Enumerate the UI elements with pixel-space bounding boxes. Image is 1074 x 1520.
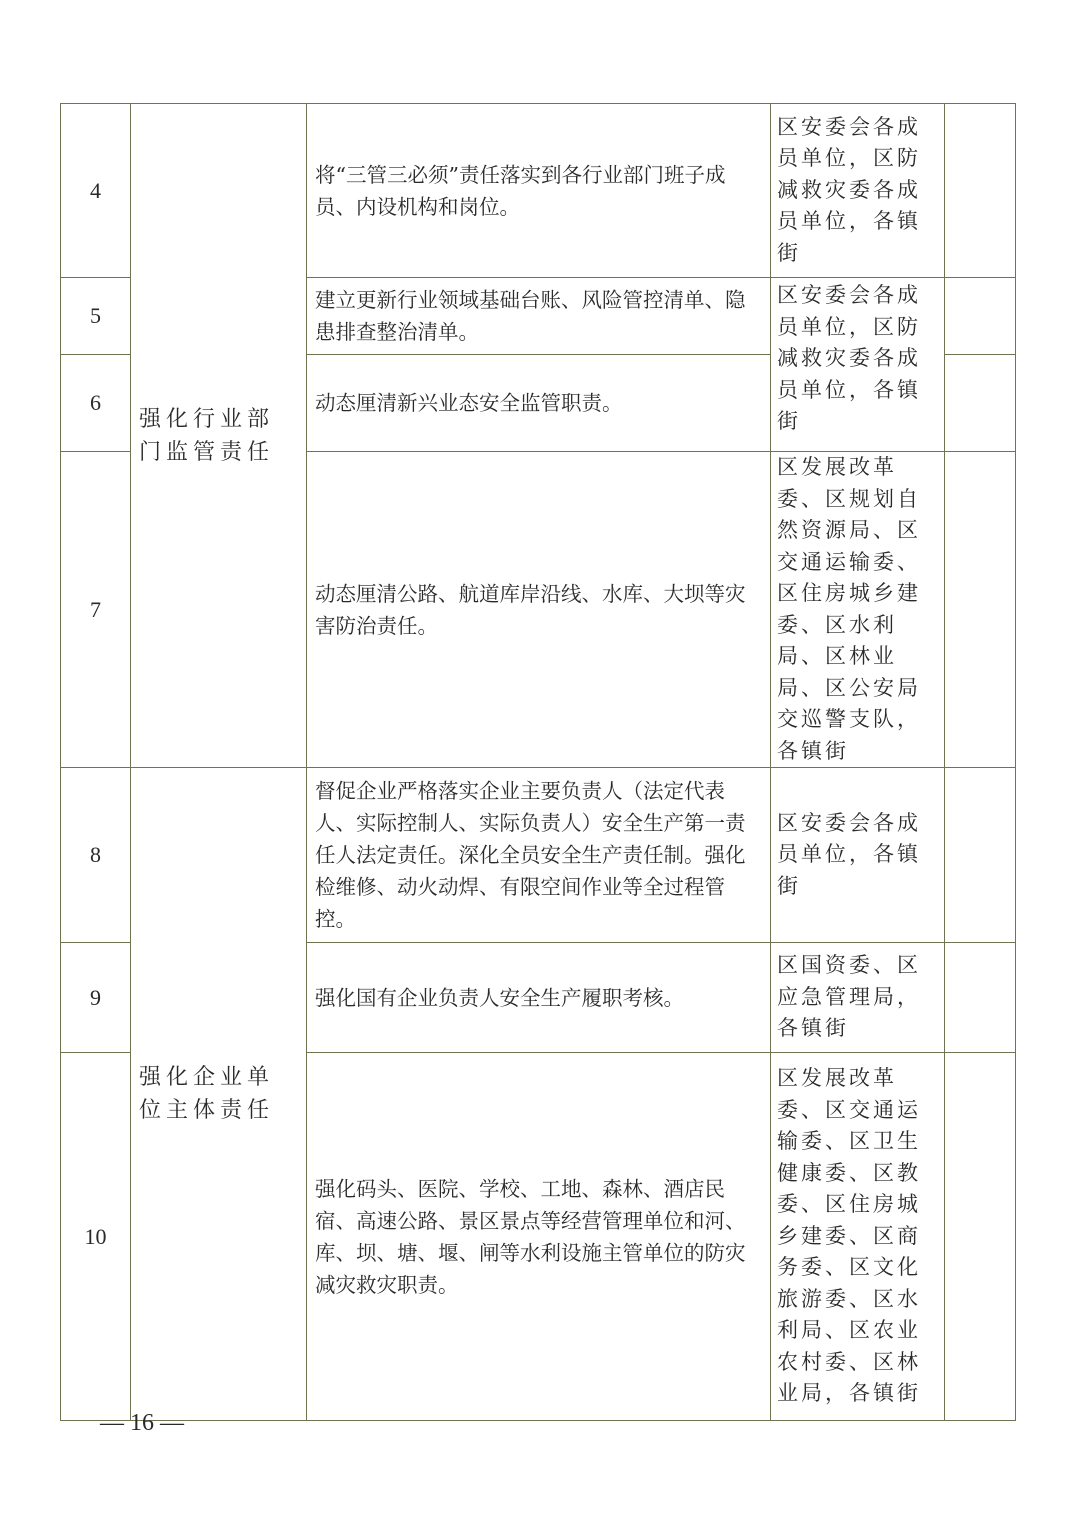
empty-cell xyxy=(945,104,1016,278)
row-number: 6 xyxy=(61,355,131,452)
department-cell: 区安委会各成员单位，各镇街 xyxy=(771,768,945,943)
category-cell: 强化行业部门监管责任 xyxy=(131,104,307,768)
row-number: 8 xyxy=(61,768,131,943)
task-cell: 建立更新行业领域基础台账、风险管控清单、隐患排查整治清单。 xyxy=(307,278,771,355)
page-number: — 16 — xyxy=(100,1410,184,1436)
empty-cell xyxy=(945,278,1016,355)
row-number: 5 xyxy=(61,278,131,355)
department-cell: 区国资委、区应急管理局，各镇街 xyxy=(771,943,945,1053)
task-cell: 强化国有企业负责人安全生产履职考核。 xyxy=(307,943,771,1053)
row-number: 7 xyxy=(61,452,131,768)
empty-cell xyxy=(945,452,1016,768)
department-cell: 区安委会各成员单位，区防减救灾委各成员单位，各镇街 xyxy=(771,104,945,278)
task-cell: 强化码头、医院、学校、工地、森林、酒店民宿、高速公路、景区景点等经营管理单位和河、库、坝、塘、堰、闸等水利设施主管单位的防灾减灾救灾职责。 xyxy=(307,1053,771,1421)
department-cell: 区安委会各成员单位，区防减救灾委各成员单位，各镇街 xyxy=(771,278,945,452)
task-cell: 动态厘清新兴业态安全监管职责。 xyxy=(307,355,771,452)
table-row xyxy=(61,104,1016,278)
row-number: 10 xyxy=(61,1053,131,1421)
empty-cell xyxy=(945,768,1016,943)
responsibility-table xyxy=(60,103,1016,1421)
empty-cell xyxy=(945,355,1016,452)
empty-cell xyxy=(945,1053,1016,1421)
task-cell: 将“三管三必须”责任落实到各行业部门班子成员、内设机构和岗位。 xyxy=(307,104,771,278)
task-cell: 督促企业严格落实企业主要负责人（法定代表人、实际控制人、实际负责人）安全生产第一责任人法定责任。深化全员安全生产责任制。强化检维修、动火动焊、有限空间作业等全过程管控。 xyxy=(307,768,771,943)
department-cell: 区发展改革委、区交通运输委、区卫生健康委、区教委、区住房城乡建委、区商务委、区文化旅游委、区水利局、区农业农村委、区林业局，各镇街 xyxy=(771,1053,945,1421)
department-cell: 区发展改革委、区规划自然资源局、区交通运输委、区住房城乡建委、区水利局、区林业局、区公安局交巡警支队，各镇街 xyxy=(771,452,945,768)
task-cell: 动态厘清公路、航道库岸沿线、水库、大坝等灾害防治责任。 xyxy=(307,452,771,768)
row-number: 9 xyxy=(61,943,131,1053)
table-row xyxy=(61,768,1016,943)
empty-cell xyxy=(945,943,1016,1053)
row-number: 4 xyxy=(61,104,131,278)
category-cell: 强化企业单位主体责任 xyxy=(131,768,307,1421)
